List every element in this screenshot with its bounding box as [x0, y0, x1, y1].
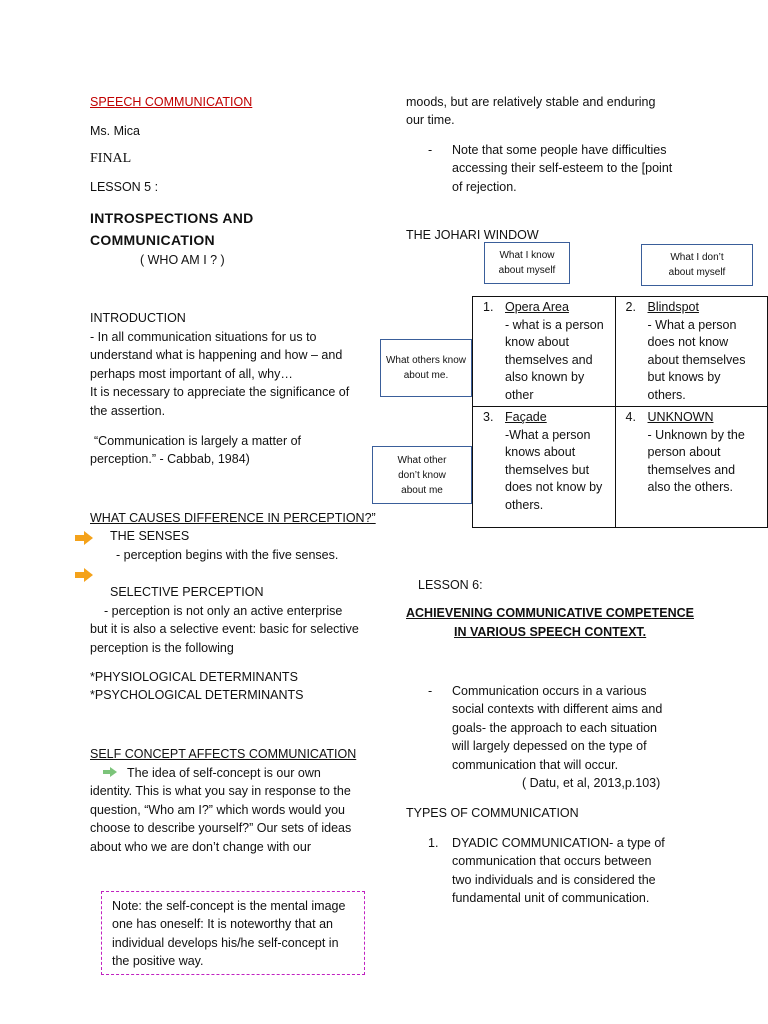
lesson-subtitle: ( WHO AM I ? ) [140, 253, 225, 267]
johari-title: THE JOHARI WINDOW [406, 228, 539, 242]
list-item: *PHYSIOLOGICAL DETERMINANTS [90, 670, 298, 684]
cell-line: also the others. [647, 480, 733, 494]
lesson-title-line2: COMMUNICATION [90, 232, 215, 248]
johari-cell-opera [473, 297, 616, 407]
text-line: DYADIC COMMUNICATION- a type of [452, 836, 665, 850]
list-number: 1. [428, 836, 439, 850]
text-line: communication that will occur. [452, 757, 619, 772]
cell-title: Façade [505, 410, 547, 424]
johari-cell-blindspot [615, 297, 767, 407]
text-line: moods, but are relatively stable and enduring [406, 95, 656, 109]
note-text [112, 897, 345, 971]
cell-line: - what is a person [505, 317, 604, 332]
selective-heading: SELECTIVE PERCEPTION [110, 585, 264, 599]
text-line: perhaps most important of all, why… [90, 366, 293, 381]
text-line: Communication occurs in a various [452, 684, 647, 698]
label-others-know: What others know about me. [380, 339, 472, 397]
text-line: of rejection. [452, 179, 517, 194]
text-line: - perception is not only an active enterprise [104, 604, 343, 618]
text-line: Note that some people have difficulties [452, 143, 667, 157]
cell-line: - What a person [647, 317, 737, 332]
cell-line: knows about [505, 445, 576, 459]
cell-line: others. [647, 387, 686, 402]
text-line: It is necessary to appreciate the significance of [90, 385, 350, 400]
lesson-label: LESSON 5 : [90, 180, 159, 194]
text-line: question, “Who am I?” which words would you [90, 802, 345, 817]
text-line: perception is the following [90, 640, 234, 655]
cell-line: person about [647, 445, 721, 459]
bullet-dash: - [428, 684, 433, 698]
text-line: accessing their self-esteem to the [point [452, 161, 673, 176]
cell-line: -What a person [505, 427, 591, 442]
senses-heading: THE SENSES [110, 529, 190, 543]
continued-paragraph [406, 93, 655, 130]
esteem-note [452, 141, 672, 196]
text-line: “Communication is largely a matter of [94, 434, 302, 448]
text-line: but it is also a selective event: basic for selective [90, 622, 359, 637]
text-line: communication that occurs between [452, 854, 652, 869]
self-concept-paragraph [90, 764, 351, 856]
text-line: The idea of self-concept is our own [127, 766, 321, 780]
citation: ( Datu, et al, 2013,p.103) [522, 776, 661, 790]
text-line: fundamental unit of communication. [452, 891, 650, 906]
johari-cell-facade [473, 407, 616, 528]
lesson6-title-line1: ACHIEVENING COMMUNICATIVE COMPETENCE [406, 606, 694, 620]
term-label: FINAL [90, 151, 132, 166]
senses-text: - perception begins with the five senses. [116, 548, 339, 562]
text-line: one has oneself: It is noteworthy that an [112, 917, 333, 932]
text-line: understand what is happening and how – and [90, 348, 343, 363]
text-line: our time. [406, 113, 455, 128]
self-concept-heading: SELF CONCEPT AFFECTS COMMUNICATION [90, 747, 357, 761]
text-line: the assertion. [90, 403, 166, 418]
text-line: - In all communication situations for us to [90, 330, 317, 344]
cell-line: about themselves [647, 352, 746, 367]
determinants-list [90, 668, 303, 705]
quote-paragraph [90, 432, 302, 469]
orange-arrow-icon [74, 531, 94, 545]
cell-line: themselves but [505, 462, 590, 477]
text-line: will largely depessed on the type of [452, 739, 647, 754]
text-line: about who we are don’t change with our [90, 839, 311, 854]
text-line: Note: the self-concept is the mental image [112, 899, 346, 913]
communication-paragraph [452, 682, 662, 774]
lesson6-label: LESSON 6: [418, 578, 483, 592]
orange-arrow-icon [74, 568, 94, 582]
cell-line: other [505, 387, 534, 402]
intro-paragraph [90, 328, 349, 420]
johari-window-table [472, 296, 768, 528]
cell-line: but knows by [647, 370, 721, 384]
label-know-myself: What I know about myself [484, 242, 570, 284]
cell-line: themselves and [647, 462, 736, 477]
cell-line: know about [505, 335, 569, 349]
label-others-dont-know: What other don’t know about me [372, 446, 472, 504]
text-line: identity. This is what you say in response to the [90, 784, 351, 799]
causes-heading: WHAT CAUSES DIFFERENCE IN PERCEPTION?” [90, 511, 376, 525]
selective-paragraph [90, 602, 359, 657]
text-line: the positive way. [112, 954, 204, 969]
teacher-name: Ms. Mica [90, 124, 140, 138]
list-item: *PSYCHOLOGICAL DETERMINANTS [90, 688, 304, 703]
cell-line: themselves and [505, 352, 593, 367]
cell-number: 4. [625, 410, 636, 424]
bullet-dash: - [428, 143, 433, 157]
text-line: perception.” - Cabbab, 1984) [90, 452, 250, 467]
text-line: choose to describe yourself?” Our sets of ideas [90, 821, 352, 836]
cell-number: 1. [483, 300, 494, 314]
cell-title: UNKNOWN [647, 410, 714, 424]
johari-cell-unknown [615, 407, 767, 528]
text-line: individual develops his/he self-concept in [112, 935, 339, 950]
cell-number: 2. [625, 300, 636, 314]
cell-title: Blindspot [647, 300, 699, 314]
text-line: social contexts with different aims and [452, 702, 663, 717]
subject-title: SPEECH COMMUNICATION [90, 95, 253, 109]
cell-line: does not know [647, 335, 729, 349]
lesson6-title-line2: IN VARIOUS SPEECH CONTEXT. [454, 625, 647, 639]
text-line: goals- the approach to each situation [452, 720, 657, 735]
label-dont-know-myself: What I don’t about myself [641, 244, 753, 286]
cell-line: others. [505, 497, 544, 512]
cell-line: also known by [505, 370, 585, 384]
cell-number: 3. [483, 410, 494, 424]
text-line: two individuals and is considered the [452, 872, 656, 887]
dyadic-paragraph [452, 834, 665, 908]
lesson-title-line1: INTROSPECTIONS AND [90, 210, 254, 226]
cell-line: does not know by [505, 480, 603, 494]
cell-line: - Unknown by the [647, 427, 745, 442]
types-heading: TYPES OF COMMUNICATION [406, 806, 579, 820]
intro-heading: INTRODUCTION [90, 311, 186, 325]
cell-title: Opera Area [505, 300, 569, 314]
